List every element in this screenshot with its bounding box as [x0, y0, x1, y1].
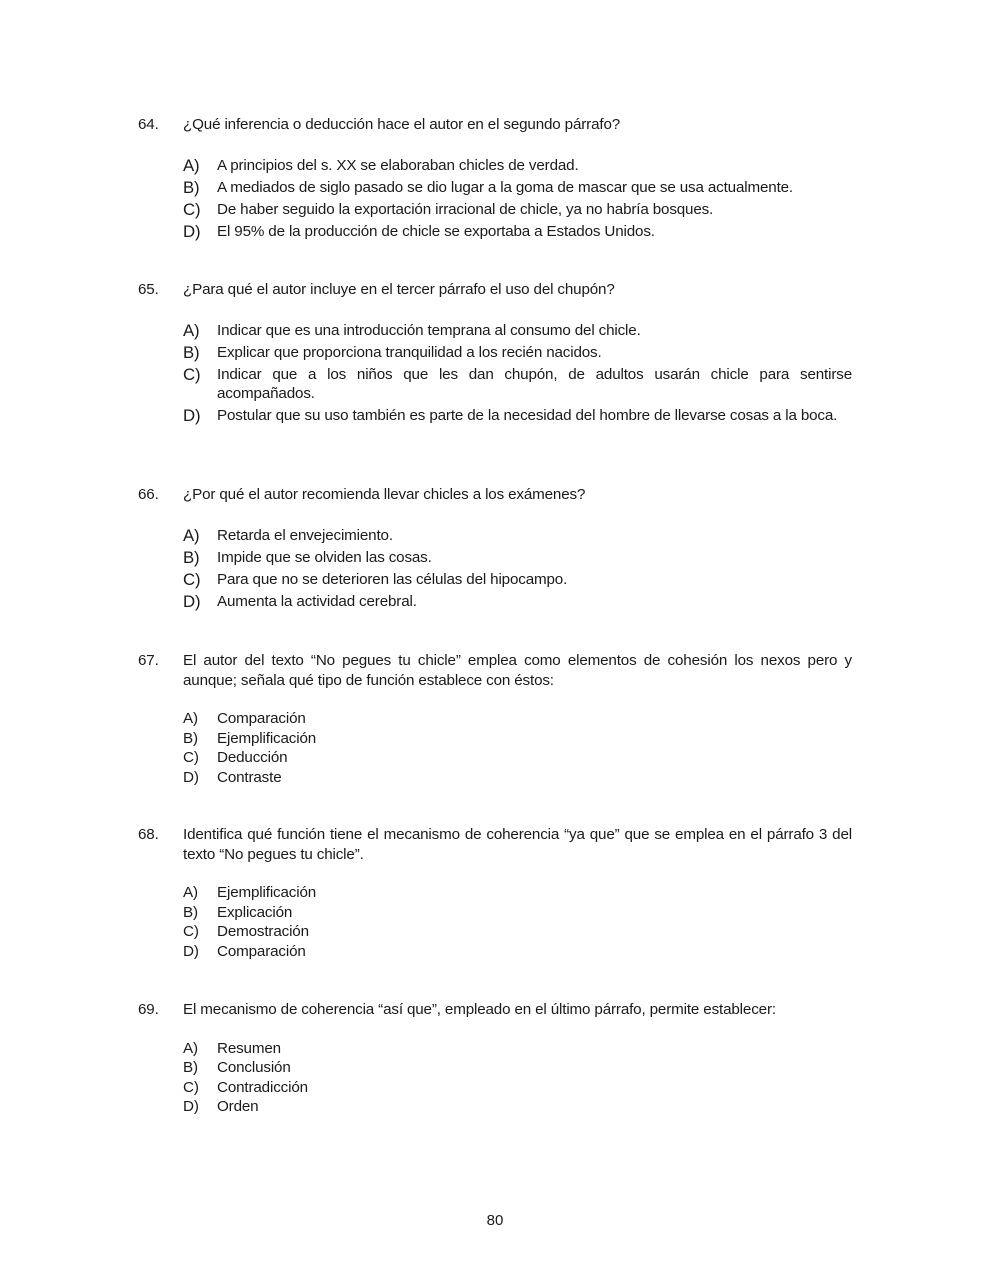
option-b	[183, 548, 852, 570]
question-number: 67.	[138, 652, 159, 669]
option-d	[183, 222, 852, 244]
option-text: Postular que su uso también es parte de la necesidad del hombre de llevarse cosas a la boca.	[217, 407, 838, 424]
option-letter: C)	[183, 749, 199, 766]
option-text: Explicar que proporciona tranquilidad a los recién nacidos.	[217, 343, 602, 361]
option-text: A mediados de siglo pasado se dio lugar a la goma de mascar que se usa actualmente.	[217, 178, 794, 196]
question-number: 64.	[138, 116, 159, 133]
option-c	[183, 1078, 852, 1098]
question-69	[138, 1000, 852, 1117]
option-letter: A)	[183, 155, 200, 175]
option-text: El 95% de la producción de chicle se exportaba a Estados Unidos.	[217, 222, 655, 240]
option-b	[183, 178, 852, 200]
question-number: 68.	[138, 826, 159, 843]
question-text: ¿Para qué el autor incluye en el tercer párrafo el uso del chupón?	[183, 281, 615, 298]
option-text: Aumenta la actividad cerebral.	[217, 592, 417, 610]
option-text: Demostración	[217, 923, 309, 940]
option-text: Indicar que es una introducción temprana al consumo del chicle.	[217, 321, 641, 339]
option-c	[183, 748, 852, 768]
option-letter: D)	[183, 1098, 199, 1115]
option-text: Indicar que a los niños que les dan chupón, de adultos usarán chicle para sentirse acompañados.	[217, 365, 852, 402]
option-text: Para que no se deterioren las células del hipocampo.	[217, 570, 568, 588]
question-number: 66.	[138, 486, 159, 503]
option-text: A principios del s. XX se elaboraban chicles de verdad.	[217, 156, 579, 174]
option-text: Comparación	[217, 710, 306, 727]
option-b	[183, 1058, 852, 1078]
option-letter: A)	[183, 884, 198, 901]
question-number: 69.	[138, 1001, 159, 1018]
option-a	[183, 883, 852, 903]
option-d	[183, 592, 852, 614]
option-text: Ejemplificación	[217, 884, 317, 901]
option-text: Conclusión	[217, 1059, 291, 1076]
question-text: El autor del texto “No pegues tu chicle” emplea como elementos de cohesión los nexos pero y aunque; señala qué tipo de función establece con éstos:	[183, 652, 852, 689]
question-text: ¿Por qué el autor recomienda llevar chicles a los exámenes?	[183, 486, 586, 503]
option-letter: D)	[183, 591, 201, 611]
option-a	[183, 709, 852, 729]
page-number: 80	[486, 1212, 504, 1229]
option-a	[183, 321, 852, 341]
question-64	[138, 115, 852, 244]
option-letter: D)	[183, 221, 201, 241]
option-c	[183, 922, 852, 942]
option-text: Orden	[217, 1098, 259, 1115]
option-d	[183, 406, 852, 426]
options-list	[183, 156, 852, 244]
option-c	[183, 570, 852, 592]
option-letter: B)	[183, 547, 200, 567]
option-letter: C)	[183, 199, 201, 219]
question-number: 65.	[138, 281, 159, 298]
option-b	[183, 903, 852, 923]
question-text: El mecanismo de coherencia “así que”, empleado en el último párrafo, permite establecer:	[183, 1001, 776, 1018]
option-a	[183, 526, 852, 548]
option-text: Contradicción	[217, 1078, 308, 1096]
question-65	[138, 280, 852, 426]
option-text: Deducción	[217, 749, 288, 766]
option-a	[183, 156, 852, 178]
option-text: Comparación	[217, 942, 306, 960]
question-text: Identifica qué función tiene el mecanismo de coherencia “ya que” que se emplea en el párrafo 3 del texto “No pegues tu chicle”.	[183, 826, 852, 863]
option-letter: C)	[183, 923, 199, 940]
option-letter: D)	[183, 406, 201, 425]
option-c	[183, 365, 852, 404]
option-text: Explicación	[217, 903, 293, 921]
option-text: Retarda el envejecimiento.	[217, 526, 393, 544]
options-list	[183, 709, 852, 787]
option-letter: A)	[183, 320, 200, 340]
option-letter: A)	[183, 1039, 198, 1057]
option-letter: B)	[183, 342, 200, 362]
option-text: Impide que se olviden las cosas.	[217, 548, 432, 566]
option-d	[183, 768, 852, 788]
question-text: ¿Qué inferencia o deducción hace el autor en el segundo párrafo?	[183, 116, 621, 133]
option-a	[183, 1039, 852, 1059]
option-d	[183, 1097, 852, 1117]
options-list	[183, 321, 852, 426]
option-letter: B)	[183, 1059, 198, 1076]
option-letter: D)	[183, 768, 199, 786]
option-letter: B)	[183, 903, 198, 921]
option-d	[183, 942, 852, 962]
options-list	[183, 526, 852, 614]
option-text: Ejemplificación	[217, 729, 317, 747]
option-b	[183, 343, 852, 363]
option-letter: B)	[183, 177, 200, 197]
option-letter: C)	[183, 1078, 199, 1096]
option-letter: D)	[183, 942, 199, 960]
question-67	[138, 651, 852, 787]
option-text: Resumen	[217, 1039, 281, 1057]
option-letter: C)	[183, 569, 201, 589]
options-list	[183, 883, 852, 961]
option-letter: C)	[183, 364, 201, 384]
option-b	[183, 729, 852, 749]
question-66	[138, 485, 852, 614]
option-letter: A)	[183, 525, 200, 545]
option-text: De haber seguido la exportación irracional de chicle, ya no habría bosques.	[217, 200, 714, 218]
option-text: Contraste	[217, 768, 282, 786]
option-letter: A)	[183, 710, 198, 727]
options-list	[183, 1039, 852, 1117]
question-68	[138, 825, 852, 961]
option-letter: B)	[183, 729, 198, 747]
option-c	[183, 200, 852, 222]
